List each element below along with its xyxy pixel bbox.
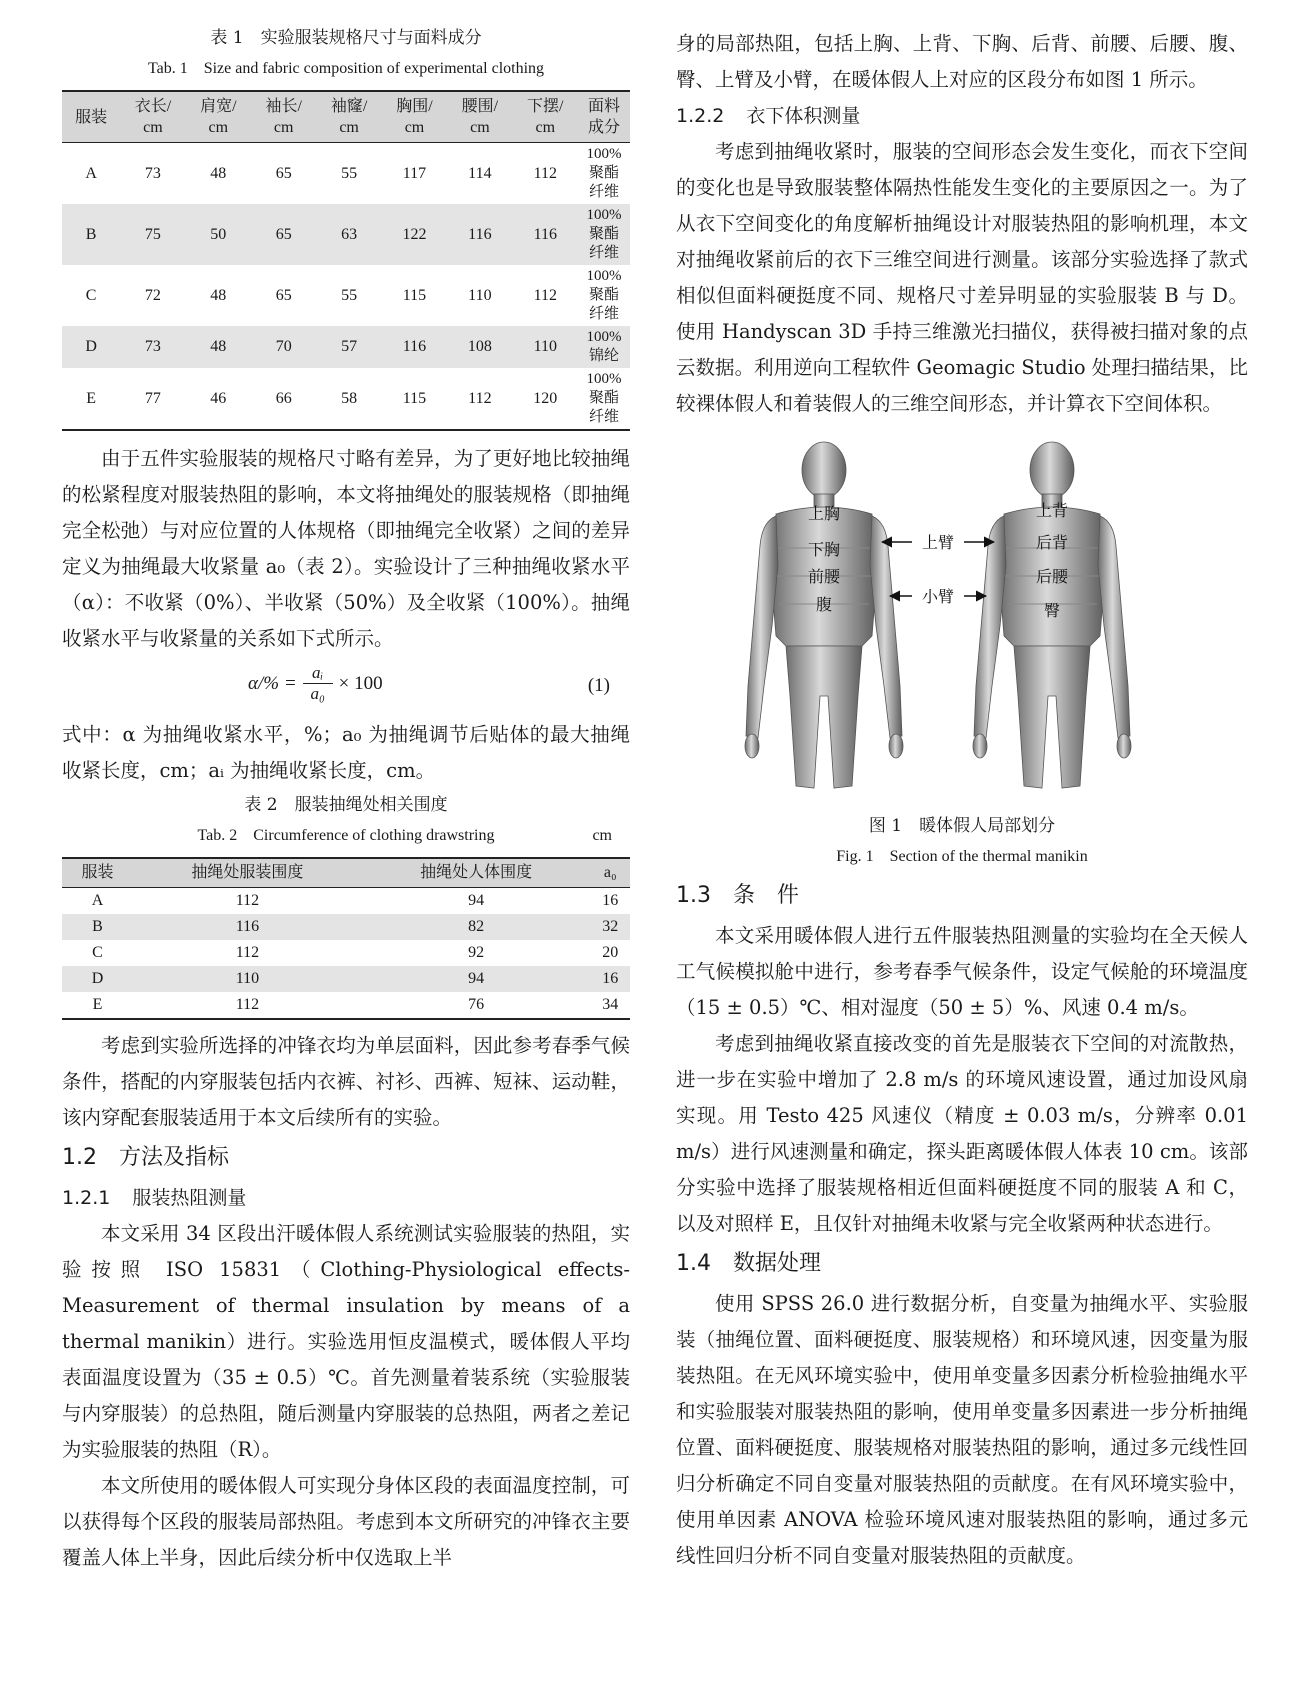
table1-cell: 112 bbox=[513, 143, 578, 205]
table2-cell: B bbox=[62, 914, 133, 940]
table1-cell: 110 bbox=[513, 326, 578, 368]
label-hip: 臀 bbox=[1043, 601, 1061, 620]
table2-cell: 16 bbox=[591, 966, 630, 992]
table1-cell: 57 bbox=[316, 326, 381, 368]
section-heading-1-3 bbox=[676, 876, 1248, 916]
table2-row bbox=[62, 940, 630, 966]
label-upper-back: 上背 bbox=[1035, 501, 1069, 520]
equation-lhs: α/% = bbox=[248, 672, 297, 694]
left-paragraph-4: 本文采用 34 区段出汗暖体假人系统测试实验服装的热阻，实验按照 ISO 15831（Clothing-Physiological effects-Measurement of thermal insulation by means of a thermal manikin）进行。实验选用恒皮温模式，暖体假人平均表面温度设置为（35 ± 0.5）℃。首先测量着装系统（实验服装与内穿服装）的总热阻，随后测量内穿服装的总热阻，两者之差记为实验服装的热阻（R）。 bbox=[62, 1222, 630, 1461]
table2-cell: 20 bbox=[602, 944, 619, 961]
table2-cell: D bbox=[62, 966, 133, 992]
subsection-title: 服装热阻测量 bbox=[132, 1187, 247, 1209]
table1-cell: 48 bbox=[186, 326, 251, 368]
right-column bbox=[676, 26, 1248, 1574]
table1-cell-clothing: B bbox=[62, 204, 120, 265]
table1-cell: 58 bbox=[316, 368, 381, 430]
table1-header-cell: 腰围/ cm bbox=[447, 91, 512, 143]
table1-cell: 108 bbox=[447, 326, 512, 368]
section-number: 1.4 bbox=[676, 1251, 711, 1276]
section-number: 1.3 bbox=[676, 883, 711, 908]
table1-row bbox=[62, 265, 630, 326]
label-upper-chest: 上胸 bbox=[807, 504, 841, 523]
section-title: 数据处理 bbox=[733, 1251, 822, 1276]
table1-cell: 120 bbox=[513, 368, 578, 430]
table1-cell: 48 bbox=[186, 143, 251, 205]
table2-header-row bbox=[62, 858, 630, 888]
table1-cell: 75 bbox=[120, 204, 185, 265]
table2-header-cell: a₀ bbox=[591, 858, 630, 888]
table1-cell: 112 bbox=[513, 265, 578, 326]
table2-caption-en-row bbox=[62, 825, 630, 847]
table1-cell: 63 bbox=[316, 204, 381, 265]
section-number: 1.2 bbox=[62, 1145, 97, 1170]
subsection-title: 衣下体积测量 bbox=[746, 105, 861, 127]
figure-1-manikin bbox=[676, 436, 1248, 808]
table1-cell: 65 bbox=[251, 204, 316, 265]
table2-row bbox=[62, 992, 630, 1019]
left-paragraph-2: 式中：α 为抽绳收紧水平，%；a₀ 为抽绳调节后贴体的最大抽绳收紧长度，cm；aᵢ 为抽绳收紧长度，cm。 bbox=[62, 723, 630, 782]
table1-cell-clothing: D bbox=[62, 326, 120, 368]
table2-header-cell: 抽绳处服装围度 bbox=[133, 858, 362, 888]
table2-caption-en: Tab. 2 Circumference of clothing drawstring bbox=[197, 827, 495, 844]
label-back: 后背 bbox=[1035, 533, 1069, 552]
table1-body bbox=[62, 143, 630, 431]
table1-cell-fabric: 100% 聚酯 纤维 bbox=[578, 143, 630, 205]
table2-unit: cm bbox=[592, 827, 612, 844]
table2-cell: E bbox=[92, 996, 103, 1013]
right-paragraph-5: 使用 SPSS 26.0 进行数据分析，自变量为抽绳水平、实验服装（抽绳位置、面料硬挺度、服装规格）和环境风速，因变量为服装热阻。在无风环境实验中，使用单变量多因素分析检验抽绳水平和实验服装对服装热阻的影响，使用单变量多因素进一步分析抽绳位置、面料硬挺度、服装规格对服装热阻的影响，通过多元线性回归分析确定不同自变量对服装热阻的贡献度。在有风环境实验中，使用单因素 ANOVA 检验环境风速对服装热阻的影响，通过多元线性回归分析不同自变量对服装热阻的贡献度。 bbox=[676, 1292, 1248, 1567]
right-paragraph-4: 考虑到抽绳收紧直接改变的首先是服装衣下空间的对流散热，进一步在实验中增加了 2.8 m/s 的环境风速设置，通过加设风扇实现。用 Testo 425 风速仪（精度 ± 0.03 m/s，分辨率 0.01 m/s）进行风速测量和确定，探头距离暖体假人体表 10 cm。该部分实验中选择了服装规格相近但面料硬挺度不同的服装 A 和 C，以及对照样 E，且仅针对抽绳未收紧与完全收紧两种状态进行。 bbox=[676, 1032, 1248, 1235]
section-title: 条 件 bbox=[733, 883, 800, 908]
equation-denominator: a₀ bbox=[310, 684, 325, 703]
table2-cell: C bbox=[92, 944, 103, 961]
table1-cell: 55 bbox=[316, 143, 381, 205]
table2-cell: 34 bbox=[602, 996, 619, 1013]
table1-cell-fabric: 100% 锦纶 bbox=[578, 326, 630, 368]
table1-header-cell: 服装 bbox=[62, 91, 120, 143]
table1-cell: 115 bbox=[382, 368, 447, 430]
table1-cell: 112 bbox=[447, 368, 512, 430]
left-paragraph-1: 由于五件实验服装的规格尺寸略有差异，为了更好地比较抽绳的松紧程度对服装热阻的影响，本文将抽绳处的服装规格（即抽绳完全松弛）与对应位置的人体规格（即抽绳完全收紧）之间的差异定义为抽绳最大收紧量 a₀（表 2）。实验设计了三种抽绳收紧水平（α）：不收紧（0%）、半收紧（50%）及全收紧（100%）。抽绳收紧水平与收紧量的关系如下式所示。 bbox=[62, 447, 630, 650]
table1-cell: 66 bbox=[251, 368, 316, 430]
table2 bbox=[62, 857, 630, 1020]
table1-cell-fabric: 100% 聚酯 纤维 bbox=[578, 368, 630, 430]
table1-cell-clothing: A bbox=[62, 143, 120, 205]
table1-cell: 73 bbox=[120, 326, 185, 368]
table2-cell: 94 bbox=[362, 966, 591, 992]
table1-cell: 46 bbox=[186, 368, 251, 430]
table1-header-cell: 面料 成分 bbox=[578, 91, 630, 143]
label-upper-arm: 上臂 bbox=[921, 533, 955, 552]
equation-numerator: aᵢ bbox=[312, 663, 324, 682]
table2-row bbox=[62, 966, 630, 992]
table1 bbox=[62, 90, 630, 431]
table2-cell: 112 bbox=[235, 996, 260, 1013]
subsection-heading-1-2-1 bbox=[62, 1180, 630, 1216]
front-manikin bbox=[745, 442, 903, 788]
table1-cell: 65 bbox=[251, 265, 316, 326]
equation-number: (1) bbox=[587, 675, 610, 696]
left-column bbox=[62, 26, 630, 1576]
table2-cell: A bbox=[91, 892, 104, 909]
table2-cell: 82 bbox=[362, 914, 591, 940]
equation-rhs: × 100 bbox=[338, 672, 383, 694]
table1-row bbox=[62, 143, 630, 205]
equation-1 bbox=[62, 657, 630, 717]
table1-cell-fabric: 100% 聚酯 纤维 bbox=[578, 204, 630, 265]
equation-fraction bbox=[303, 663, 333, 704]
table2-cell: 92 bbox=[468, 944, 485, 961]
table1-cell-fabric: 100% 聚酯 纤维 bbox=[578, 265, 630, 326]
table1-row bbox=[62, 326, 630, 368]
table2-cell: 32 bbox=[591, 914, 630, 940]
table1-cell: 115 bbox=[382, 265, 447, 326]
label-lower-chest: 下胸 bbox=[807, 540, 841, 559]
table2-row bbox=[62, 914, 630, 940]
table2-cell: 110 bbox=[133, 966, 362, 992]
table1-cell-clothing: C bbox=[62, 265, 120, 326]
table2-row bbox=[62, 888, 630, 915]
table1-cell: 72 bbox=[120, 265, 185, 326]
label-forearm: 小臂 bbox=[921, 587, 955, 606]
table2-cell: 112 bbox=[235, 944, 260, 961]
right-paragraph-1: 身的局部热阻，包括上胸、上背、下胸、后背、前腰、后腰、腹、臀、上臂及小臂，在暖体假人上对应的区段分布如图 1 所示。 bbox=[676, 32, 1248, 91]
table1-cell: 116 bbox=[382, 326, 447, 368]
table1-header-cell: 衣长/ cm bbox=[120, 91, 185, 143]
table1-cell: 116 bbox=[513, 204, 578, 265]
table1-cell: 55 bbox=[316, 265, 381, 326]
section-heading-1-4 bbox=[676, 1244, 1248, 1284]
table1-row bbox=[62, 368, 630, 430]
table2-cell: 94 bbox=[468, 892, 485, 909]
table1-cell: 73 bbox=[120, 143, 185, 205]
table1-cell: 77 bbox=[120, 368, 185, 430]
section-title: 方法及指标 bbox=[119, 1145, 230, 1170]
subsection-number: 1.2.1 bbox=[62, 1187, 111, 1209]
table1-cell: 116 bbox=[447, 204, 512, 265]
table1-cell: 48 bbox=[186, 265, 251, 326]
figure-1-caption-cn: 图 1 暖体假人局部划分 bbox=[868, 816, 1056, 836]
table1-header-cell: 袖长/ cm bbox=[251, 91, 316, 143]
subsection-number: 1.2.2 bbox=[676, 105, 725, 127]
table1-header-cell: 胸围/ cm bbox=[382, 91, 447, 143]
table1-cell: 114 bbox=[447, 143, 512, 205]
table1-cell: 70 bbox=[251, 326, 316, 368]
table1-caption-en: Tab. 1 Size and fabric composition of experimental clothing bbox=[147, 60, 545, 77]
table2-body bbox=[62, 888, 630, 1020]
table1-cell: 110 bbox=[447, 265, 512, 326]
table2-cell: 16 bbox=[602, 892, 619, 909]
table1-cell: 117 bbox=[382, 143, 447, 205]
table1-header-cell: 袖窿/ cm bbox=[316, 91, 381, 143]
section-heading-1-2 bbox=[62, 1138, 630, 1178]
table1-caption-cn: 表 1 实验服装规格尺寸与面料成分 bbox=[210, 28, 482, 48]
right-paragraph-2: 考虑到抽绳收紧时，服装的空间形态会发生变化，而衣下空间的变化也是导致服装整体隔热性能发生变化的主要原因之一。为了从衣下空间变化的角度解析抽绳设计对服装热阻的影响机理，本文对抽绳收紧前后的衣下三维空间进行测量。该部分实验选择了款式相似但面料硬挺度不同、规格尺寸差异明显的实验服装 B 与 D。使用 Handyscan 3D 手持三维激光扫描仪，获得被扫描对象的点云数据。利用逆向工程软件 Geomagic Studio 处理扫描结果，比较裸体假人和着装假人的三维空间形态，并计算衣下空间体积。 bbox=[676, 140, 1248, 415]
table2-caption-cn: 表 2 服装抽绳处相关围度 bbox=[244, 795, 448, 815]
subsection-heading-1-2-2 bbox=[676, 98, 1248, 134]
manikin-illustration bbox=[676, 436, 1248, 808]
table1-header-cell: 肩宽/ cm bbox=[186, 91, 251, 143]
table1-header-cell: 下摆/ cm bbox=[513, 91, 578, 143]
table1-cell: 122 bbox=[382, 204, 447, 265]
table2-header-cell: 服装 bbox=[62, 858, 133, 888]
table1-cell: 50 bbox=[186, 204, 251, 265]
label-front-waist: 前腰 bbox=[807, 567, 841, 586]
table1-cell: 65 bbox=[251, 143, 316, 205]
label-abdomen: 腹 bbox=[815, 595, 833, 614]
table1-cell-clothing: E bbox=[62, 368, 120, 430]
label-back-waist: 后腰 bbox=[1035, 567, 1069, 586]
table2-header-cell: 抽绳处人体围度 bbox=[362, 858, 591, 888]
table2-cell: 112 bbox=[235, 892, 260, 909]
table1-header-row bbox=[62, 91, 630, 143]
left-paragraph-5: 本文所使用的暖体假人可实现分身体区段的表面温度控制，可以获得每个区段的服装局部热阻。考虑到本文所研究的冲锋衣主要覆盖人体上半身，因此后续分析中仅选取上半 bbox=[62, 1474, 630, 1569]
left-paragraph-3: 考虑到实验所选择的冲锋衣均为单层面料，因此参考春季气候条件，搭配的内穿服装包括内衣裤、衬衫、西裤、短袜、运动鞋，该内穿配套服装适用于本文后续所有的实验。 bbox=[62, 1034, 630, 1129]
table2-cell: 116 bbox=[133, 914, 362, 940]
right-paragraph-3: 本文采用暖体假人进行五件服装热阻测量的实验均在全天候人工气候模拟舱中进行，参考春季气候条件，设定气候舱的环境温度（15 ± 0.5）℃、相对湿度（50 ± 5）%、风速 0.4 m/s。 bbox=[676, 924, 1248, 1019]
table2-cell: 76 bbox=[468, 996, 485, 1013]
table1-row bbox=[62, 204, 630, 265]
figure-1-caption-en: Fig. 1 Section of the thermal manikin bbox=[836, 848, 1088, 865]
